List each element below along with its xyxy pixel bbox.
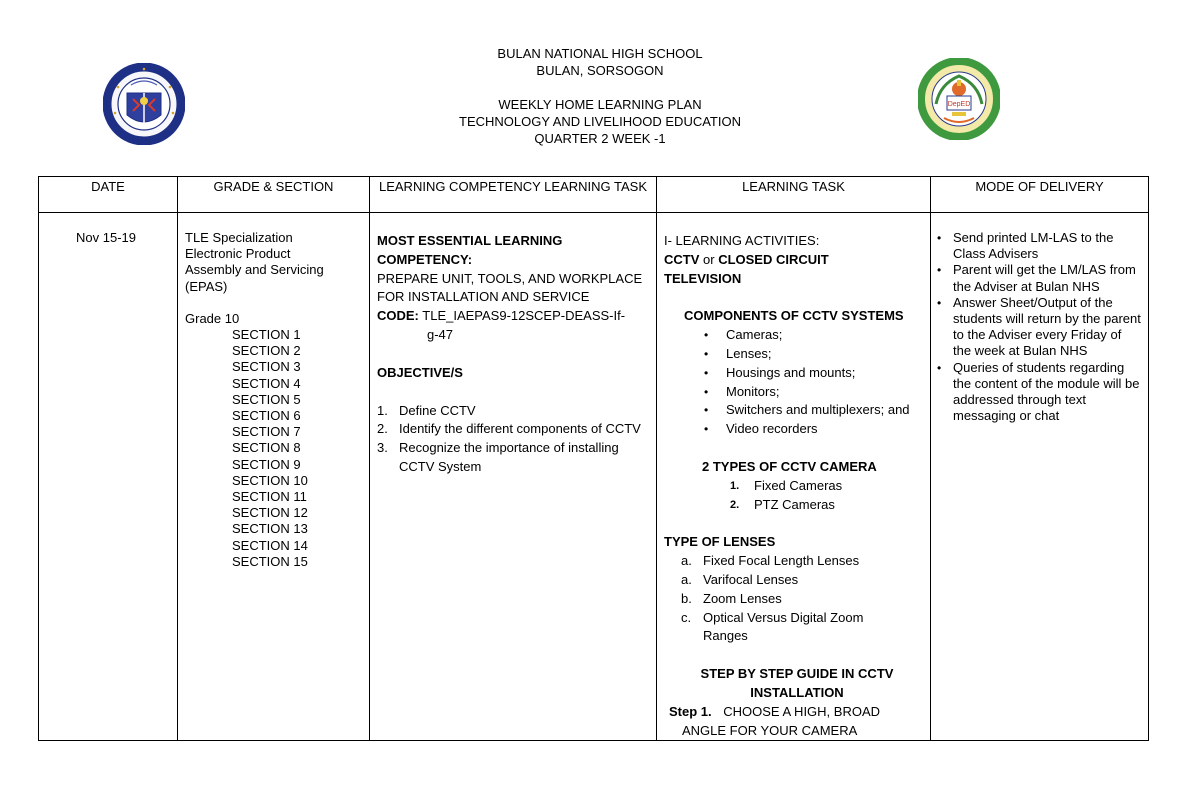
school-location: BULAN, SORSOGON [536, 63, 664, 78]
list-item [664, 420, 930, 439]
bullet-icon: • [704, 422, 709, 437]
list-item [664, 364, 930, 383]
date-cell [39, 213, 178, 741]
list-item: SECTION 4 [232, 375, 301, 391]
list-item: SECTION 3 [232, 359, 301, 375]
deped-seal-icon [103, 63, 185, 145]
component-text: Cameras; [726, 327, 783, 343]
list-letter: b. [681, 590, 692, 606]
bullet-icon: • [704, 346, 709, 361]
lens-text: Varifocal Lenses [703, 571, 799, 587]
list-item: SECTION 8 [232, 440, 301, 456]
header-learning-competency: LEARNING COMPETENCY LEARNING TASK [370, 177, 657, 213]
lens-text: Zoom Lenses [703, 590, 782, 606]
component-text: Lenses; [726, 345, 772, 361]
list-item [664, 345, 930, 364]
code-value: TLE_IAEPAS9-12SCEP-DEASS-If- [422, 308, 626, 324]
list-item: SECTION 13 [232, 521, 308, 537]
list-number: 2. [377, 421, 388, 437]
step-label: Step 1. [669, 703, 712, 719]
specialization-line: (EPAS) [185, 278, 228, 294]
competency-cell [370, 213, 657, 741]
list-item [937, 295, 1142, 360]
bullet-icon: • [937, 295, 942, 310]
header-date: DATE [39, 177, 178, 213]
date-value: Nov 15-19 [76, 230, 136, 245]
list-item [664, 477, 930, 496]
bullet-icon: • [704, 384, 709, 399]
section-list [185, 327, 369, 570]
header-grade-section: GRADE & SECTION [178, 177, 370, 213]
list-item [664, 401, 930, 420]
bullet-icon: • [704, 403, 709, 418]
bullet-icon: • [704, 365, 709, 380]
list-item [377, 439, 648, 477]
component-text: Switchers and multiplexers; and [726, 402, 910, 418]
list-item [664, 609, 930, 647]
lens-text: Fixed Focal Length Lenses [703, 553, 860, 569]
list-item: SECTION 9 [232, 456, 301, 472]
delivery-text: Parent will get the LM/LAS from the Adviser at Bulan NHS [953, 262, 1136, 294]
specialization-line: TLE Specialization [185, 230, 293, 245]
svg-text:DepED: DepED [947, 101, 971, 108]
melc-text: PREPARE UNIT, TOOLS, AND WORKPLACE FOR INSTALLATION AND SERVICE [377, 270, 643, 305]
code-value-cont: g-47 [427, 326, 454, 342]
objectives-heading: OBJECTIVE/S [377, 364, 463, 380]
list-item [937, 360, 1142, 425]
camera-types-heading: 2 TYPES OF CCTV CAMERA [702, 458, 877, 474]
bullet-icon: • [937, 231, 942, 245]
list-item [937, 230, 1142, 262]
list-item [664, 383, 930, 402]
melc-heading: MOST ESSENTIAL LEARNING COMPETENCY: [377, 233, 563, 267]
table-header-row [39, 177, 1149, 213]
list-number: 2. [730, 498, 740, 511]
components-heading: COMPONENTS OF CCTV SYSTEMS [684, 308, 904, 324]
bulan-nhs-seal-icon [918, 58, 1000, 140]
table-row [39, 213, 1149, 741]
component-text: Monitors; [726, 383, 780, 399]
list-item: SECTION 7 [232, 424, 301, 440]
list-item: SECTION 15 [232, 553, 308, 569]
list-letter: a. [681, 553, 692, 569]
grade-section-cell [178, 213, 370, 741]
list-item: SECTION 6 [232, 408, 301, 424]
list-item: SECTION 1 [232, 327, 301, 343]
guide-heading: STEP BY STEP GUIDE IN CCTV [700, 666, 894, 682]
list-item [664, 552, 930, 571]
competency-code [377, 307, 648, 326]
delivery-text: Send printed LM-LAS to the Class Advisers [953, 230, 1114, 262]
list-item [937, 262, 1142, 294]
delivery-text: Answer Sheet/Output of the students will return by the parent to the Adviser every Friday of the week at Bulan NHS [953, 294, 1141, 359]
school-name: BULAN NATIONAL HIGH SCHOOL [497, 46, 703, 61]
guide-heading-cont: INSTALLATION [750, 684, 844, 700]
list-item: SECTION 10 [232, 472, 308, 488]
component-text: Video recorders [726, 421, 818, 437]
cctv-term: CCTV [664, 251, 700, 267]
step-text-cont: ANGLE FOR YOUR CAMERA [682, 722, 858, 738]
objective-text: Recognize the importance of installing CCTV System [399, 440, 619, 474]
list-item [664, 326, 930, 345]
list-item: SECTION 5 [232, 391, 301, 407]
mode-of-delivery-cell [931, 213, 1149, 741]
learning-task-cell [657, 213, 931, 741]
list-item [377, 402, 648, 421]
list-number: 1. [377, 402, 388, 418]
specialization-line: Assembly and Servicing [185, 262, 324, 278]
lens-text: Optical Versus Digital Zoom Ranges [703, 609, 864, 644]
component-text: Housings and mounts; [726, 364, 856, 380]
list-item [664, 496, 930, 515]
plan-title: WEEKLY HOME LEARNING PLAN [498, 97, 702, 112]
objective-text: Identify the different components of CCTV [399, 421, 641, 437]
activities-heading: I- LEARNING ACTIVITIES: [664, 233, 820, 248]
specialization-line: Electronic Product [185, 246, 291, 262]
code-label: CODE: [377, 308, 419, 324]
cctv-or: or [699, 251, 719, 267]
list-item [664, 590, 930, 609]
list-letter: a. [681, 571, 692, 587]
list-number: 1. [730, 479, 740, 492]
cctv-expansion: CLOSED CIRCUIT [718, 251, 829, 267]
quarter-label: QUARTER 2 WEEK -1 [534, 131, 666, 146]
header-mode-of-delivery: MODE OF DELIVERY [931, 177, 1149, 213]
camera-type-text: PTZ Cameras [754, 496, 835, 512]
list-item [377, 420, 648, 439]
list-letter: c. [681, 609, 692, 625]
subject-title: TECHNOLOGY AND LIVELIHOOD EDUCATION [459, 114, 741, 129]
list-item: SECTION 11 [232, 489, 307, 505]
objectives-list [377, 402, 648, 477]
cctv-expansion-cont: TELEVISION [664, 270, 742, 286]
objective-text: Define CCTV [399, 402, 476, 418]
learning-plan-table [38, 176, 1149, 741]
bullet-icon: • [937, 360, 942, 375]
list-number: 3. [377, 440, 388, 456]
bullet-icon: • [937, 263, 942, 278]
step-one [664, 703, 930, 722]
bullet-icon: • [704, 328, 709, 343]
list-item: SECTION 2 [232, 343, 301, 359]
lenses-heading: TYPE OF LENSES [664, 534, 776, 550]
camera-type-text: Fixed Cameras [754, 477, 843, 493]
header-learning-task: LEARNING TASK [657, 177, 931, 213]
components-list [664, 326, 930, 439]
list-item: SECTION 14 [232, 537, 308, 553]
delivery-text: Queries of students regarding the content of the module will be addressed through text messaging or chat [953, 359, 1140, 424]
cctv-definition [664, 251, 930, 270]
grade-level: Grade 10 [185, 310, 240, 326]
step-text: CHOOSE A HIGH, BROAD [723, 703, 881, 719]
list-item: SECTION 12 [232, 505, 308, 521]
list-item [664, 571, 930, 590]
